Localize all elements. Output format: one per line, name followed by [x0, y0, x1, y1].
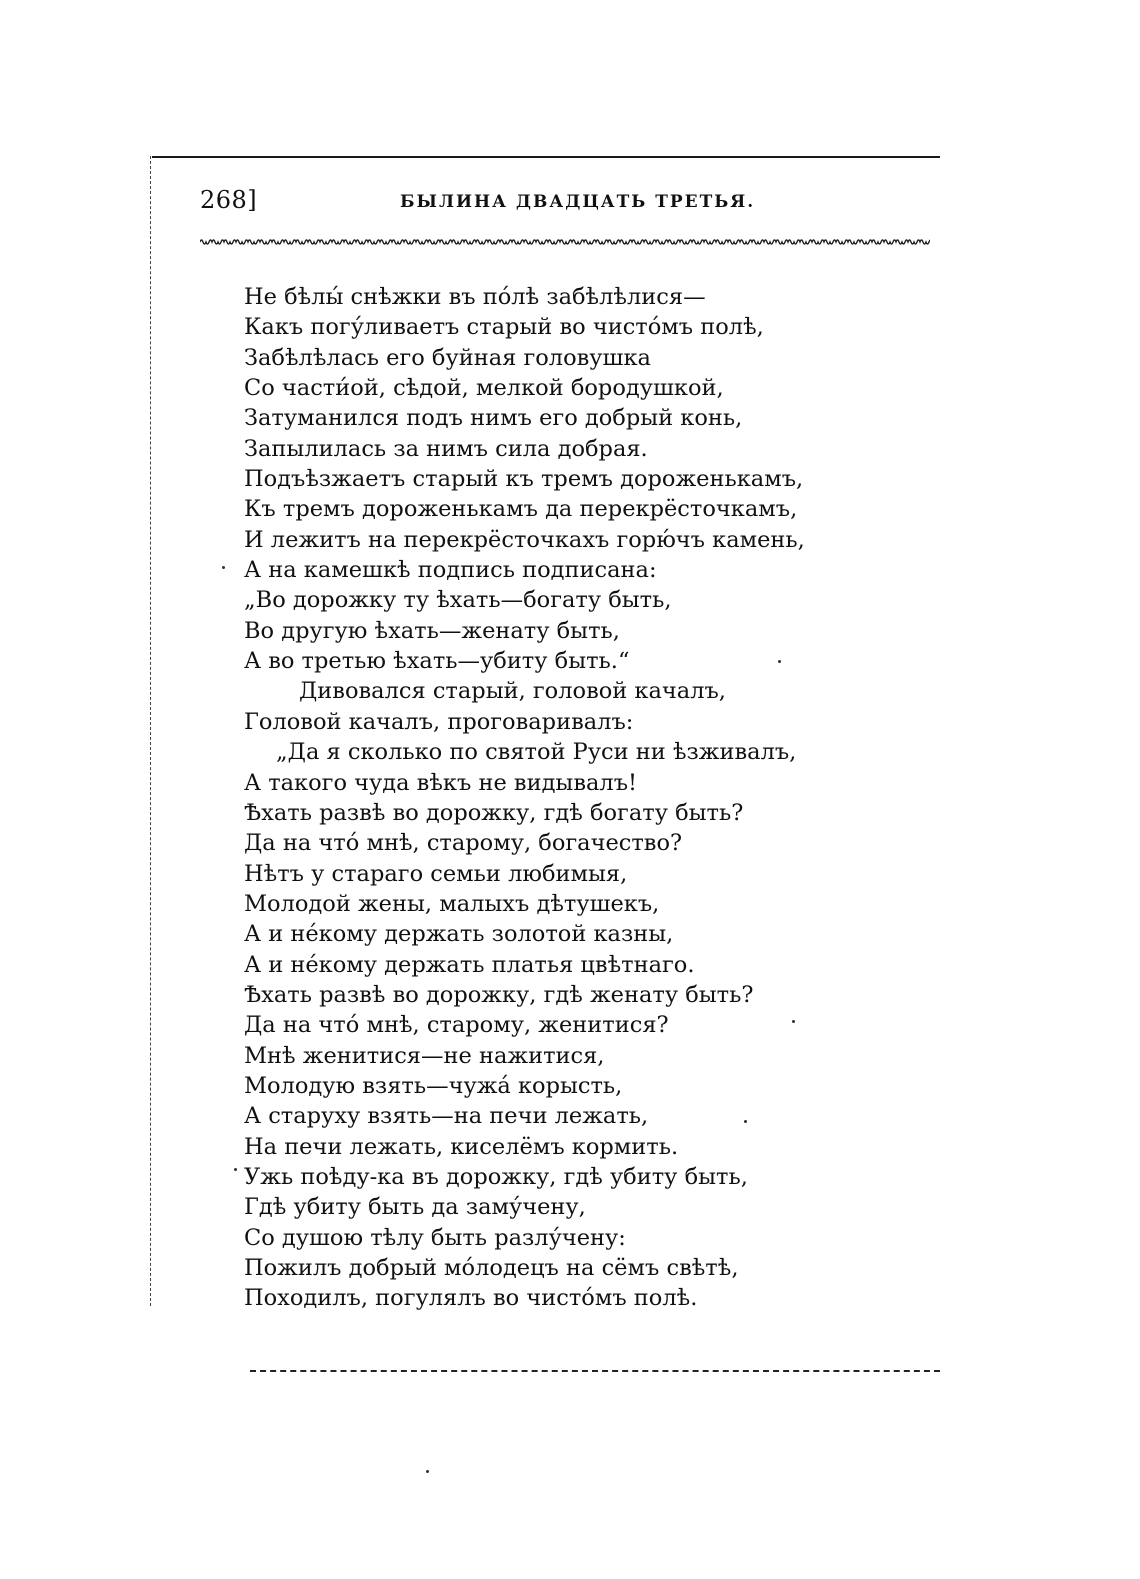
poem-line: Да на что́ мнѣ, старому, богачество?	[244, 830, 683, 857]
poem-line: Къ тремъ дороженькамъ да перекрёсточкамъ,	[244, 496, 798, 523]
left-margin-rule	[150, 156, 151, 1306]
running-title: БЫЛИНА ДВАДЦАТЬ ТРЕТЬЯ.	[400, 192, 756, 212]
poem-line: Головой качалъ, проговаривалъ:	[244, 708, 634, 735]
print-speck	[222, 566, 225, 569]
poem-line: Подъѣзжаетъ старый къ тремъ дороженькамъ,	[244, 466, 804, 493]
poem-line: Ѣхать развѣ во дорожку, гдѣ богату быть?	[244, 799, 744, 826]
poem-line: Во другую ѣхать—женату быть,	[244, 617, 620, 644]
poem-line: Забѣлѣлась его буйная головушка	[244, 344, 651, 371]
poem-line: „Во дорожку ту ѣхать—богату быть,	[244, 587, 672, 614]
poem-line: „Да я сколько по святой Руси ни ѣзживалъ,	[276, 739, 797, 766]
poem-line: Ужь поѣду-ка въ дорожку, гдѣ убиту быть,	[244, 1163, 748, 1190]
poem-line: Походилъ, погулялъ во чисто́мъ полѣ.	[244, 1285, 698, 1312]
poem-line: Со части́ой, сѣдой, мелкой бородушкой,	[244, 375, 724, 402]
poem-line: Мнѣ женитися—не нажитися,	[244, 1042, 605, 1069]
poem-line: Ѣхать развѣ во дорожку, гдѣ женату быть?	[244, 981, 754, 1008]
poem-line: На печи лежать, киселёмъ кормить.	[244, 1133, 679, 1160]
poem-line: А и не́кому держать золотой казны,	[244, 921, 674, 948]
print-speck	[778, 660, 781, 663]
poem-line: Гдѣ убиту быть да заму́чену,	[244, 1194, 586, 1221]
poem-line: Не бѣлы́ снѣжки въ по́лѣ забѣлѣлися—	[244, 284, 706, 310]
poem-line: Молодую взять—чужа́ корысть,	[244, 1072, 623, 1099]
poem-text	[244, 282, 944, 1314]
poem-line: Запылилась за нимъ сила добрая.	[244, 435, 648, 462]
poem-line: И лежитъ на перекрёсточкахъ горю́чъ камень,	[244, 526, 805, 553]
poem-line: А старуху взять—на печи лежать,	[244, 1103, 649, 1130]
poem-line: Нѣтъ у стараго семьи любимыя,	[244, 860, 628, 887]
poem-line: Затуманился подъ нимъ его добрый конь,	[244, 405, 743, 432]
print-speck	[744, 1120, 747, 1123]
top-rule	[152, 156, 940, 158]
poem-line: Пожилъ добрый мо́лодецъ на сёмъ свѣтѣ,	[244, 1255, 739, 1281]
page-number: 268]	[200, 186, 258, 214]
poem-line: Дивовался старый, головой качалъ,	[299, 678, 726, 705]
poem-line: Молодой жены, малыхъ дѣтушекъ,	[244, 890, 660, 917]
poem-line: Да на что́ мнѣ, старому, женитися?	[244, 1012, 669, 1039]
poem-line: Какъ погу́ливаетъ старый во чисто́мъ полѣ,	[244, 314, 764, 341]
poem-line: А такого чуда вѣкъ не видывалъ!	[244, 769, 638, 796]
poem-line: А и не́кому держать платья цвѣтнаго.	[244, 951, 695, 978]
print-speck	[792, 1020, 795, 1023]
poem-line: А на камешкѣ подпись подписана:	[244, 557, 657, 584]
print-speck	[234, 1168, 237, 1171]
print-speck	[426, 1470, 429, 1473]
poem-line: А во третью ѣхать—убиту быть.“	[244, 648, 630, 675]
wavy-divider	[200, 236, 930, 248]
bottom-rule	[250, 1370, 940, 1372]
poem-line: Со душою тѣлу быть разлу́чену:	[244, 1224, 626, 1251]
